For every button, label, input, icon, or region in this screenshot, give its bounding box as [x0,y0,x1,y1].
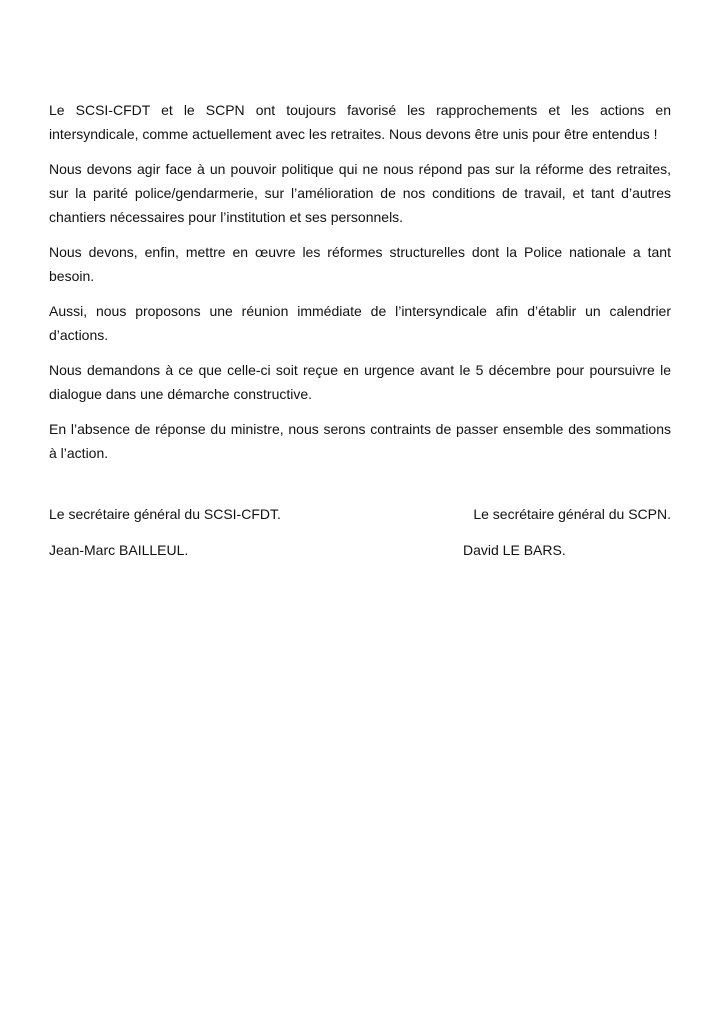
signature-left-name: Jean-Marc BAILLEUL. [49,542,189,558]
signature-right-name: David LE BARS. [463,542,566,558]
signature-right-title: Le secrétaire général du SCPN. [473,506,671,522]
signature-left-title: Le secrétaire général du SCSI-CFDT. [49,506,281,522]
paragraph-reformes-structurelles: Nous devons, enfin, mettre en œuvre les réformes structurelles dont la Police nationale a tant besoin. [49,244,671,284]
letter-body [49,98,671,476]
paragraph-demande-urgence: Nous demandons à ce que celle-ci soit reçue en urgence avant le 5 décembre pour poursuivre le dialogue dans une démarche constructive. [49,362,671,402]
paragraph-sommations: En l’absence de réponse du ministre, nous serons contraints de passer ensemble des sommations à l’action. [49,421,671,461]
paragraph-intersyndicale: Le SCSI-CFDT et le SCPN ont toujours favorisé les rapprochements et les actions en intersyndicale, comme actuellement avec les retraites. Nous devons être unis pour être entendus ! [49,102,671,142]
paragraph-reunion-immediate: Aussi, nous proposons une réunion immédiate de l’intersyndicale afin d’établir un calendrier d’actions. [49,303,671,343]
paragraph-pouvoir-politique: Nous devons agir face à un pouvoir politique qui ne nous répond pas sur la réforme des retraites, sur la parité police/gendarmerie, sur l’amélioration de nos conditions de travail, et tant d’autres chantiers nécessaires pour l’institution et ses personnels. [49,161,671,225]
